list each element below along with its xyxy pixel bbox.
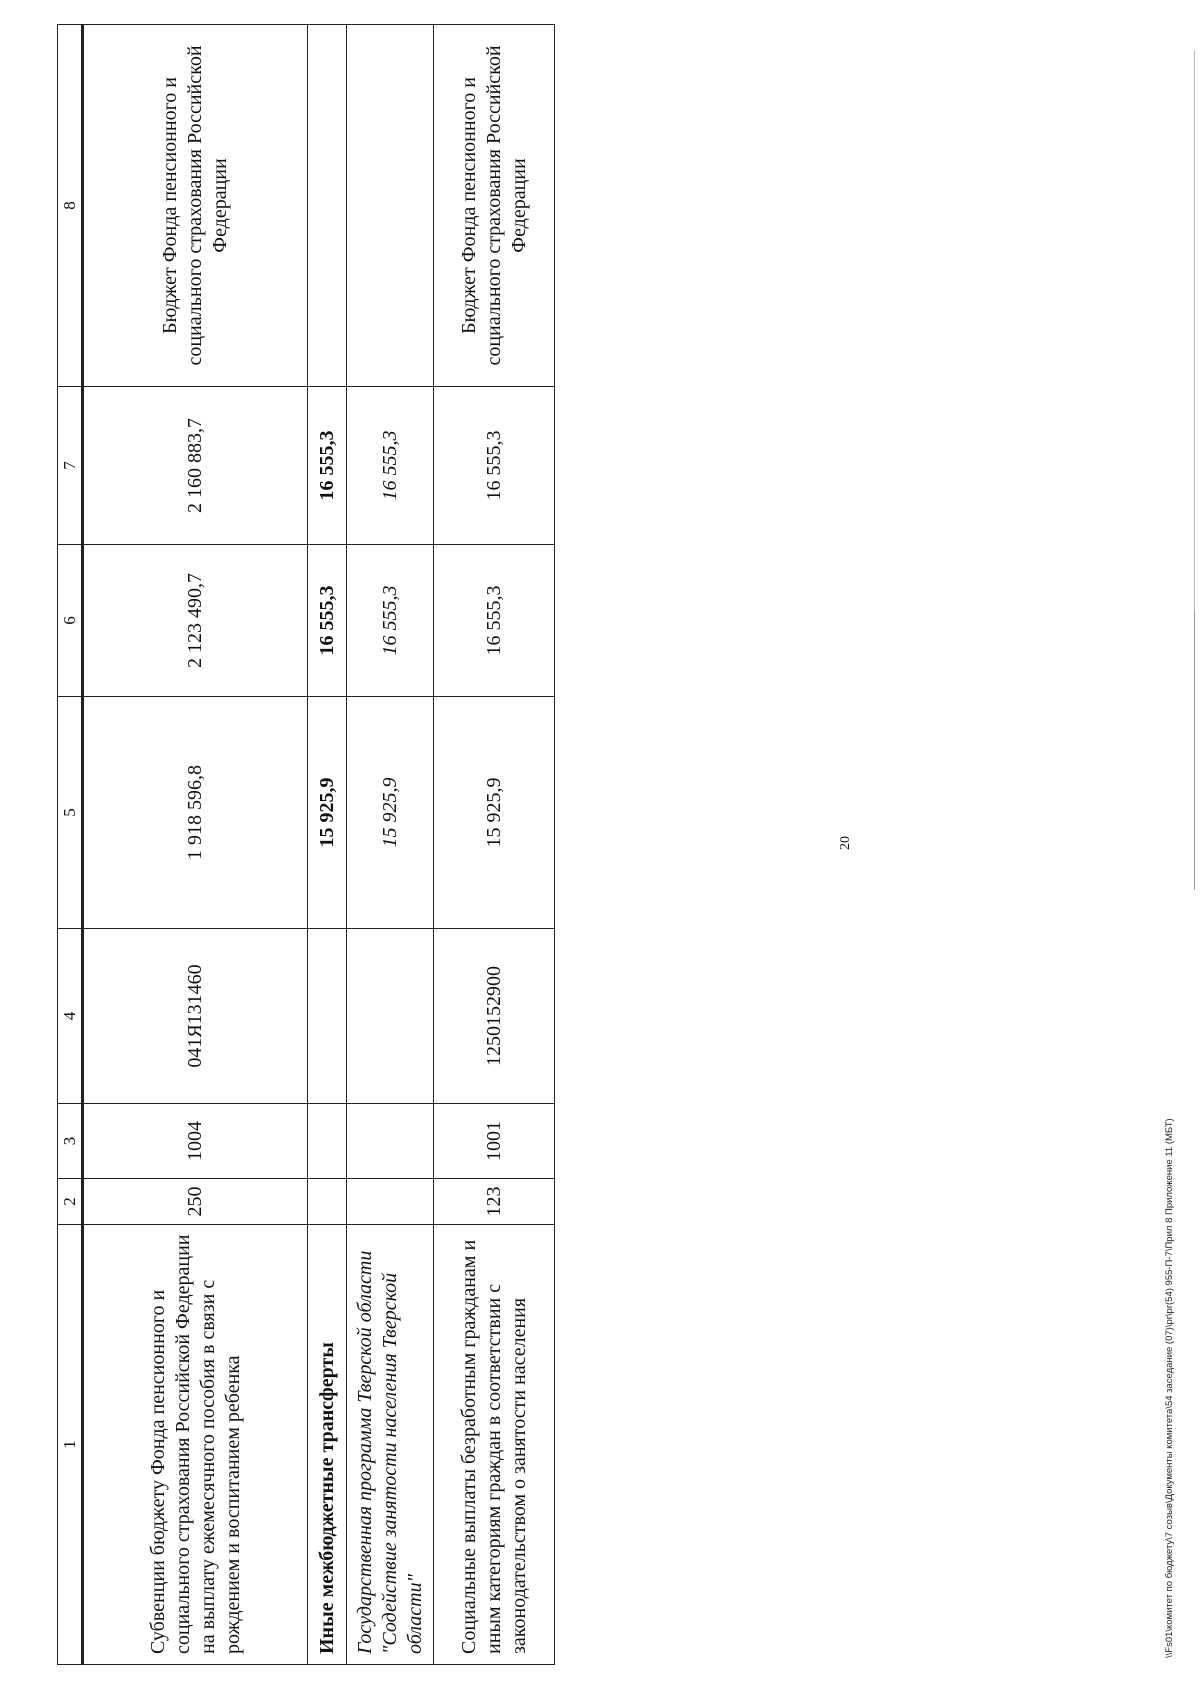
- row-value-6: 16 555,3: [308, 545, 347, 697]
- row-description: Социальные выплаты безработным гражданам и иным категориям граждан в соответствии с законодательством о занятости населения: [434, 1225, 555, 1665]
- row-value-7: 16 555,3: [347, 387, 434, 545]
- header-col-2: 2: [58, 1179, 83, 1225]
- row-value-5: 15 925,9: [308, 697, 347, 929]
- row-value-7: 16 555,3: [434, 387, 555, 545]
- row-value-7: 16 555,3: [308, 387, 347, 545]
- row-value-5: 15 925,9: [347, 697, 434, 929]
- table-header-row: [58, 25, 83, 1665]
- row-description: Государственная программа Тверской области "Содействие занятости населения Тверской области": [347, 1225, 434, 1665]
- row-value-6: 2 123 490,7: [83, 545, 308, 697]
- table-row: [347, 25, 434, 1665]
- table-row: [434, 25, 555, 1665]
- page-number: 20: [838, 836, 853, 850]
- row-value-5: 15 925,9: [434, 697, 555, 929]
- row-description: Субвенции бюджету Фонда пенсионного и социального страхования Российской Федерации на выплату ежемесячного пособия в связи с рождением и воспитанием ребенка: [83, 1225, 308, 1665]
- row-code-2: 250: [83, 1179, 308, 1225]
- row-code-4: [308, 929, 347, 1104]
- row-code-2: 123: [434, 1179, 555, 1225]
- row-code-4: 1250152900: [434, 929, 555, 1104]
- row-description: Иные межбюджетные трансферты: [308, 1225, 347, 1665]
- row-code-3: 1001: [434, 1104, 555, 1179]
- row-value-6: 16 555,3: [434, 545, 555, 697]
- header-col-4: 4: [58, 929, 83, 1104]
- row-value-6: 16 555,3: [347, 545, 434, 697]
- footer-file-path: \\Fs01\комитет по бюджету\7 созыв\Документы комитета\54 заседание (07)\pr\pr(54) 955-П-7\Прил 8 Приложение 11 (МБТ): [1164, 1118, 1175, 1658]
- row-code-4: [347, 929, 434, 1104]
- row-code-3: [308, 1104, 347, 1179]
- header-col-1: 1: [58, 1225, 83, 1665]
- table-row: [308, 25, 347, 1665]
- header-col-8: 8: [58, 25, 83, 387]
- budget-table: [57, 24, 555, 1665]
- row-code-4: 041Я131460: [83, 929, 308, 1104]
- scan-edge-mark: [1194, 50, 1195, 610]
- row-value-5: 1 918 596,8: [83, 697, 308, 929]
- row-value-7: 2 160 883,7: [83, 387, 308, 545]
- row-recipient: Бюджет Фонда пенсионного и социального страхования Российской Федерации: [83, 25, 308, 387]
- row-code-2: [308, 1179, 347, 1225]
- row-code-3: [347, 1104, 434, 1179]
- header-col-6: 6: [58, 545, 83, 697]
- header-col-7: 7: [58, 387, 83, 545]
- header-col-5: 5: [58, 697, 83, 929]
- row-code-2: [347, 1179, 434, 1225]
- header-col-3: 3: [58, 1104, 83, 1179]
- table-row: [83, 25, 308, 1665]
- row-recipient: [308, 25, 347, 387]
- row-code-3: 1004: [83, 1104, 308, 1179]
- row-recipient: [347, 25, 434, 387]
- row-recipient: Бюджет Фонда пенсионного и социального страхования Российской Федерации: [434, 25, 555, 387]
